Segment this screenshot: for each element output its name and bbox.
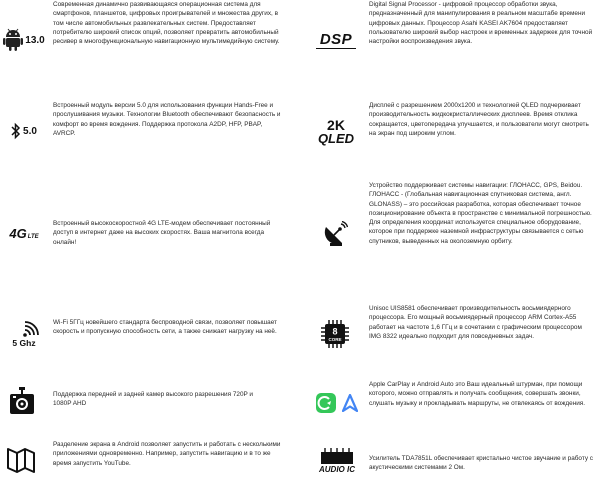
carplay-icon <box>316 393 336 413</box>
android-description: Современная динамично развивающаяся операционная система для смартфонов, планшетов, цифровых проигрывателей и множества других, в том числе автомобильных развлекательных систем. Предоставляет потребителю широкий список опций, позволяет превратить автомобильный ресивер в многофункциональную навигационную мультимедийную систему. <box>53 1 280 46</box>
bluetooth-feature-icon <box>4 120 44 142</box>
wifi-icon <box>23 321 39 337</box>
camera-description: Поддержка передней и задней камер высокого разрешения 720P и 1080P AHD <box>53 391 254 408</box>
dashcam-icon <box>9 387 35 417</box>
satellite-dish-icon <box>322 221 348 247</box>
lte-description: Встроенный высокоскоростной 4G LTE-модем обеспечивает постоянный доступ в интернет даже на высоких скоростях. Ваша магнитола всегда онлайн! <box>53 220 271 246</box>
2k-label: 2K <box>327 117 345 133</box>
cpu-core-count: 8 <box>332 326 338 337</box>
bluetooth-version-label: 5.0 <box>23 125 37 137</box>
gnss-feature-icon <box>318 219 352 249</box>
audio-feature-icon <box>312 445 362 477</box>
android-icon <box>3 28 23 52</box>
splitscreen-feature-icon <box>4 443 38 477</box>
camera-feature-icon <box>4 385 40 419</box>
split-screen-icon <box>6 445 36 475</box>
lte-feature-icon <box>2 222 46 244</box>
bluetooth-icon <box>11 122 21 140</box>
audio-description: Усилитель TDA7851L обеспечивает кристально чистое звучание и работу с акустическими системами 2 Ом. <box>369 455 593 472</box>
wifi-feature-icon <box>0 318 48 350</box>
carplay-description: Apple CarPlay и Android Auto это Ваш идеальный штурман, при помощи которого, можно отправлять и получать сообщения, совершать звонки, слушать музыку и прокладывать маршруты, не отвлекаясь от вождения. <box>369 381 586 407</box>
dsp-feature-icon <box>312 28 360 52</box>
splitscreen-description: Разделение экрана в Android позволяет запустить и работать с несколькими приложениями одновременно. Например, запустить навигацию и в то же время запустить YouTube. <box>53 441 281 467</box>
audio-ic-label: AUDIO IC <box>319 465 355 474</box>
carplay-feature-icon <box>312 391 362 415</box>
cpu-core-label: CORE <box>328 337 342 342</box>
cpu-chip-icon <box>320 319 350 349</box>
wifi-band-label: 5 Ghz <box>12 337 36 348</box>
gnss-description: Устройство поддерживает системы навигации: ГЛОНАСС, GPS, Beidou. ГЛОНАСС - (Глобальная навигационная спутниковая система, англ. GLONASS) – это российская разработка, которая обеспечивает точное позиционирование объекта в пространстве с минимальной погрешностью. Для определения координат используется специальное оборудование, которое при поддержке наземной инфраструктуры связывается с сетью спутников, выведенных на околоземную орбиту. <box>369 182 592 245</box>
android-auto-icon <box>342 394 358 412</box>
wifi-description: Wi-Fi 5ГГц новейшего стандарта беспроводной связи, позволяет повышает скорость и пропускную способность сети, а также снижает нагрузку на неё. <box>53 319 277 336</box>
android-feature-icon <box>0 26 48 54</box>
dsp-underline <box>316 48 356 49</box>
dsp-logo-icon: DSP <box>319 30 353 48</box>
audio-ic-icon <box>319 448 355 464</box>
4g-lte-icon: 4G LTE <box>9 225 39 241</box>
android-version-label: 13.0 <box>25 34 45 46</box>
dsp-description: Digital Signal Processor - цифровой процессор обработки звука, предназначенный для манипулирования в реальном масштабе времени цифровых данных. Процессор Asahi KASEI AK7604 предоставляет пользователю широкий выбор настроек и временных задержек для точной настройки воспроизведения звука. <box>369 1 593 46</box>
2k-qled-icon: QLED <box>317 131 355 146</box>
bluetooth-description: Встроенный модуль версии 5.0 для использования функции Hands-Free и прослушивания музыки. Технологии Bluetooth обеспечивают безопасность и комфорт во время вождения. Поддержка протокола A2DP, HFP, PBAP, AVRCP. <box>53 102 281 137</box>
carplay-androidauto-icon <box>316 393 358 413</box>
qled-description: Дисплей с разрешением 2000x1200 и технологией QLED подчеркивает производительность жидкокристаллических дисплеев. Время отклика сокращается, цветопередача улучшается, и пользователи могут смотреть на экран под широким углом. <box>369 102 589 137</box>
qled-feature-icon <box>311 115 361 149</box>
cpu-feature-icon <box>318 317 352 351</box>
cpu-description: Unisoc UIS8581 обеспечивает производительность восьмиядерного процессора. Его мощный восьмиядерный процессор ARM Cortex-A55 работает на частоте 1,6 ГГц и в сочетании с графическим процессором IMG 8322 идеально подходит для повседневных задач. <box>369 305 582 340</box>
